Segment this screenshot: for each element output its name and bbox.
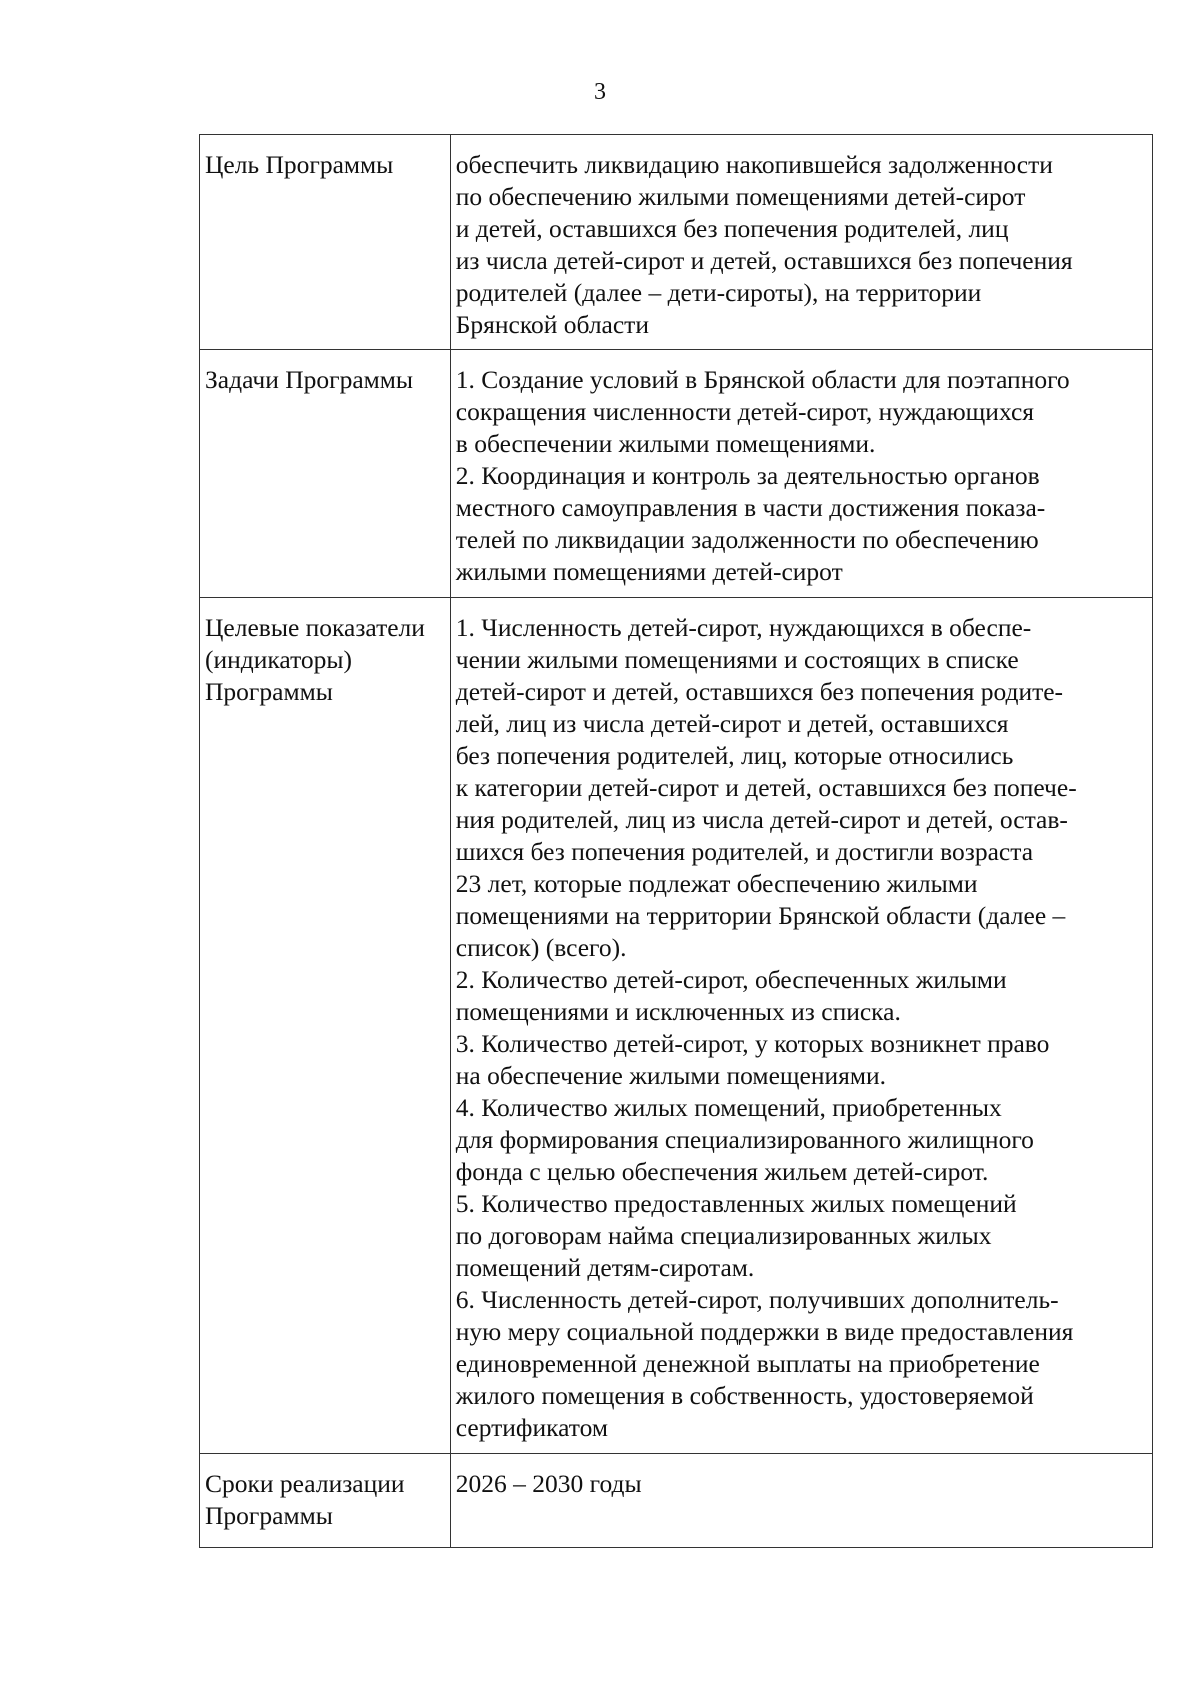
text-line: 2. Координация и контроль за деятельностью органов <box>455 461 1040 490</box>
table-row-tasks <box>200 350 1153 598</box>
text-line: 5. Количество предоставленных жилых помещений <box>455 1189 1017 1218</box>
row-label-line: Цель Программы <box>205 150 394 179</box>
text-line: 2026 – 2030 годы <box>455 1469 642 1498</box>
row-label-cell <box>200 350 451 598</box>
text-line: на обеспечение жилыми помещениями. <box>455 1061 887 1090</box>
text-line: телей по ликвидации задолженности по обеспечению <box>455 525 1039 554</box>
table-row-terms <box>200 1454 1153 1548</box>
text-line: родителей (далее – дети-сироты), на территории <box>455 278 982 307</box>
text-line: помещениями на территории Брянской области (далее – <box>455 901 1066 930</box>
text-line: сертификатом <box>455 1413 608 1442</box>
row-label-line: Программы <box>205 677 333 706</box>
row-value-cell <box>450 135 1152 350</box>
text-line: и детей, оставшихся без попечения родителей, лиц <box>455 214 1009 243</box>
text-line: помещениями и исключенных из списка. <box>455 997 901 1026</box>
text-line: 23 лет, которые подлежат обеспечению жилыми <box>455 869 978 898</box>
text-line: помещений детям-сиротам. <box>455 1253 755 1282</box>
row-label-line: Программы <box>205 1501 333 1530</box>
table-row-goal <box>200 135 1153 350</box>
text-line: фонда с целью обеспечения жильем детей-сирот. <box>455 1157 989 1186</box>
text-line: чении жилыми помещениями и состоящих в списке <box>455 645 1019 674</box>
text-line: ную меру социальной поддержки в виде предоставления <box>455 1317 1074 1346</box>
row-value-cell <box>450 598 1152 1454</box>
text-line: в обеспечении жилыми помещениями. <box>455 429 876 458</box>
text-line: 1. Создание условий в Брянской области для поэтапного <box>455 365 1070 394</box>
text-line: сокращения численности детей-сирот, нуждающихся <box>455 397 1035 426</box>
text-line: к категории детей-сирот и детей, оставшихся без попече- <box>455 773 1077 802</box>
row-label-line: (индикаторы) <box>205 645 352 674</box>
page-number: 3 <box>594 79 606 105</box>
text-line: обеспечить ликвидацию накопившейся задолженности <box>455 150 1053 179</box>
text-line: 1. Численность детей-сирот, нуждающихся в обеспе- <box>455 613 1032 642</box>
text-line: по обеспечению жилыми помещениями детей-сирот <box>455 182 1026 211</box>
text-line: 2. Количество детей-сирот, обеспеченных жилыми <box>455 965 1007 994</box>
program-passport-table <box>199 134 1153 1548</box>
row-label-line: Целевые показатели <box>205 613 425 642</box>
row-label-cell <box>200 135 451 350</box>
text-line: жилыми помещениями детей-сирот <box>455 557 843 586</box>
text-line: лей, лиц из числа детей-сирот и детей, оставшихся <box>455 709 1009 738</box>
row-label-cell <box>200 598 451 1454</box>
text-line: по договорам найма специализированных жилых <box>455 1221 992 1250</box>
row-value-cell <box>450 1454 1152 1548</box>
text-line: жилого помещения в собственность, удостоверяемой <box>455 1381 1034 1410</box>
text-line: без попечения родителей, лиц, которые относились <box>455 741 1014 770</box>
text-line: ния родителей, лиц из числа детей-сирот и детей, остав- <box>455 805 1068 834</box>
row-value-cell <box>450 350 1152 598</box>
text-line: для формирования специализированного жилищного <box>455 1125 1034 1154</box>
text-line: из числа детей-сирот и детей, оставшихся без попечения <box>455 246 1073 275</box>
text-line: список) (всего). <box>455 933 627 962</box>
text-line: 4. Количество жилых помещений, приобретенных <box>455 1093 1002 1122</box>
text-line: детей-сирот и детей, оставшихся без попечения родите- <box>455 677 1064 706</box>
table-row-indicators <box>200 598 1153 1454</box>
text-line: шихся без попечения родителей, и достигли возраста <box>455 837 1034 866</box>
text-line: единовременной денежной выплаты на приобретение <box>455 1349 1040 1378</box>
text-line: 6. Численность детей-сирот, получивших дополнитель- <box>455 1285 1059 1314</box>
text-line: местного самоуправления в части достижения показа- <box>455 493 1046 522</box>
text-line: Брянской области <box>455 310 649 339</box>
text-line: 3. Количество детей-сирот, у которых возникнет право <box>455 1029 1050 1058</box>
row-label-line: Задачи Программы <box>205 365 414 394</box>
row-label-cell <box>200 1454 451 1548</box>
row-label-line: Сроки реализации <box>205 1469 405 1498</box>
